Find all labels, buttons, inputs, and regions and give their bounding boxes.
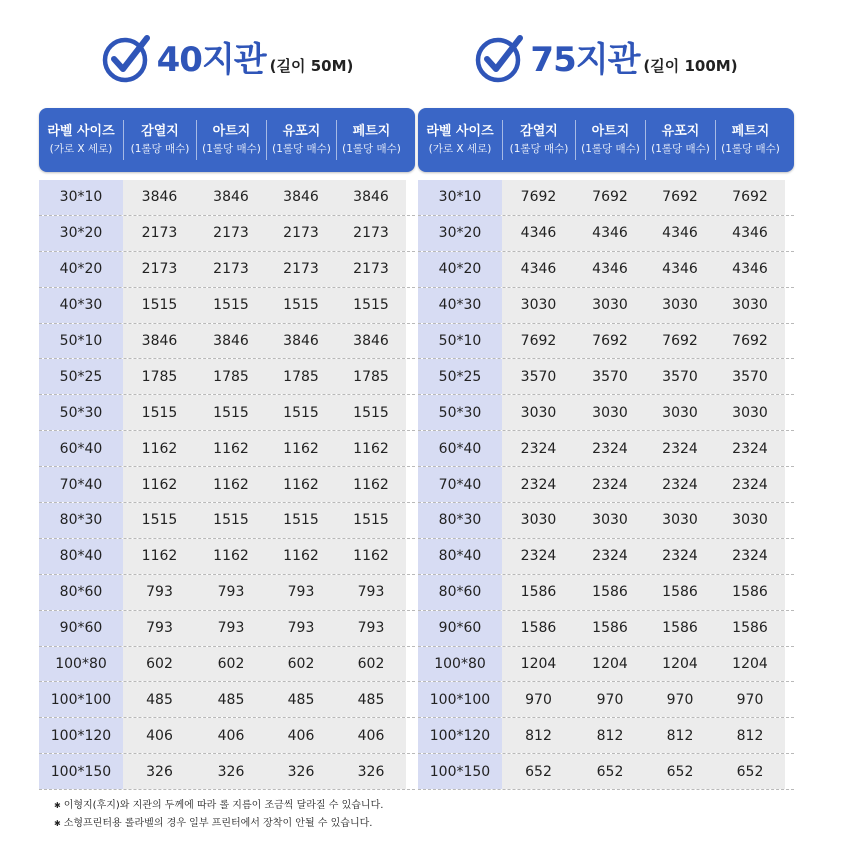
column-header-title: 페트지	[352, 124, 391, 139]
table-row	[39, 647, 415, 683]
sheet-count-cell: 4346	[575, 216, 645, 251]
sheet-count-cell: 793	[266, 611, 336, 646]
label-size-cell: 30*10	[39, 180, 123, 215]
sheet-count-cell: 1162	[336, 467, 406, 502]
column-header-title: 유포지	[282, 124, 321, 139]
sheet-count-cell: 1515	[123, 288, 196, 323]
sheet-count-cell: 2324	[575, 467, 645, 502]
sheet-count-cell: 2324	[575, 539, 645, 574]
sheet-count-cell: 3846	[196, 180, 266, 215]
panel-title	[418, 0, 794, 108]
sheet-count-cell: 2324	[715, 539, 785, 574]
check-circle-icon	[474, 32, 526, 84]
label-size-cell: 90*60	[418, 611, 502, 646]
sheet-count-cell: 1586	[502, 611, 575, 646]
table-row	[39, 539, 415, 575]
column-header-subtitle: (1롤당 매수)	[130, 143, 190, 155]
sheet-count-cell: 2324	[715, 431, 785, 466]
sheet-count-cell: 970	[575, 682, 645, 717]
label-size-cell: 60*40	[418, 431, 502, 466]
sheet-count-cell: 3030	[502, 503, 575, 538]
sheet-count-cell: 7692	[575, 324, 645, 359]
sheet-count-cell: 406	[266, 718, 336, 753]
sheet-count-cell: 812	[715, 718, 785, 753]
sheet-count-cell: 793	[196, 611, 266, 646]
sheet-count-cell: 2324	[645, 467, 715, 502]
table-row	[418, 539, 794, 575]
sheet-count-cell: 1586	[715, 611, 785, 646]
column-header-subtitle: (1롤당 매수)	[342, 143, 401, 155]
sheet-count-cell: 1785	[336, 359, 406, 394]
sheet-count-cell: 7692	[645, 180, 715, 215]
table-row	[39, 288, 415, 324]
sheet-count-cell: 3030	[575, 503, 645, 538]
table-row	[39, 754, 415, 790]
panel-40	[39, 0, 415, 790]
sheet-count-cell: 970	[502, 682, 575, 717]
label-size-cell: 50*25	[39, 359, 123, 394]
sheet-count-cell: 2324	[502, 431, 575, 466]
sheet-count-cell: 3846	[266, 324, 336, 359]
sheet-count-cell: 812	[575, 718, 645, 753]
table-row	[418, 252, 794, 288]
table-row	[39, 467, 415, 503]
sheet-count-cell: 1515	[196, 288, 266, 323]
sheet-count-cell: 1162	[266, 431, 336, 466]
label-size-cell: 80*40	[39, 539, 123, 574]
column-header-title: 페트지	[731, 124, 770, 139]
column-header	[418, 120, 502, 160]
sheet-count-cell: 1515	[196, 503, 266, 538]
column-header-title: 라벨 사이즈	[426, 124, 494, 139]
sheet-count-cell: 3846	[123, 324, 196, 359]
sheet-count-cell: 1162	[336, 431, 406, 466]
sheet-count-cell: 485	[266, 682, 336, 717]
table-header	[39, 108, 415, 172]
sheet-count-cell: 652	[502, 754, 575, 789]
column-header-subtitle: (1롤당 매수)	[581, 143, 640, 155]
sheet-count-cell: 1586	[715, 575, 785, 610]
table-row	[418, 395, 794, 431]
panel-75	[418, 0, 794, 790]
label-size-cell: 100*150	[418, 754, 502, 789]
label-size-cell: 100*120	[39, 718, 123, 753]
sheet-count-cell: 3030	[645, 503, 715, 538]
sheet-count-cell: 1204	[502, 647, 575, 682]
sheet-count-cell: 793	[196, 575, 266, 610]
table-row	[418, 324, 794, 360]
sheet-count-cell: 4346	[645, 252, 715, 287]
table-row	[39, 252, 415, 288]
sheet-count-cell: 3570	[575, 359, 645, 394]
sheet-count-cell: 1515	[123, 503, 196, 538]
title-main: 40지관	[156, 40, 266, 80]
label-size-cell: 80*30	[39, 503, 123, 538]
label-size-cell: 70*40	[39, 467, 123, 502]
label-size-cell: 30*10	[418, 180, 502, 215]
sheet-count-cell: 2324	[715, 467, 785, 502]
sheet-count-cell: 7692	[575, 180, 645, 215]
sheet-count-cell: 793	[266, 575, 336, 610]
table-row	[418, 431, 794, 467]
sheet-count-cell: 4346	[502, 216, 575, 251]
sheet-count-cell: 1204	[715, 647, 785, 682]
table-row	[39, 395, 415, 431]
sheet-count-cell: 4346	[715, 216, 785, 251]
footnote-text: 소형프린터용 롤라벨의 경우 일부 프린터에서 장착이 안될 수 있습니다.	[63, 818, 373, 829]
sheet-count-cell: 602	[336, 647, 406, 682]
column-header	[123, 120, 196, 160]
sheet-count-cell: 1785	[196, 359, 266, 394]
label-size-cell: 40*20	[418, 252, 502, 287]
label-size-cell: 40*20	[39, 252, 123, 287]
sheet-count-cell: 1204	[645, 647, 715, 682]
sheet-count-cell: 3030	[575, 395, 645, 430]
label-size-cell: 80*30	[418, 503, 502, 538]
column-header	[266, 120, 336, 160]
table-row	[39, 324, 415, 360]
column-header	[336, 120, 406, 160]
table-row	[39, 575, 415, 611]
label-size-cell: 80*60	[418, 575, 502, 610]
sheet-count-cell: 2324	[645, 539, 715, 574]
column-header-subtitle: (1롤당 매수)	[202, 143, 261, 155]
sheet-count-cell: 602	[123, 647, 196, 682]
sheet-count-cell: 970	[715, 682, 785, 717]
column-header	[715, 120, 785, 160]
title-sub: (길이 100M)	[643, 57, 738, 75]
sheet-count-cell: 1204	[575, 647, 645, 682]
label-size-cell: 100*120	[418, 718, 502, 753]
label-size-cell: 100*100	[418, 682, 502, 717]
table-row	[39, 611, 415, 647]
footnote-text: 이형지(후지)와 지관의 두께에 따라 롤 지름이 조금씩 달라질 수 있습니다.	[63, 800, 384, 811]
sheet-count-cell: 1162	[196, 467, 266, 502]
sheet-count-cell: 3846	[336, 324, 406, 359]
column-header	[575, 120, 645, 160]
sheet-count-cell: 2173	[336, 252, 406, 287]
column-header	[39, 120, 123, 160]
sheet-count-cell: 2324	[502, 539, 575, 574]
sheet-count-cell: 652	[715, 754, 785, 789]
table-row	[418, 216, 794, 252]
sheet-count-cell: 2173	[266, 216, 336, 251]
sheet-count-cell: 1162	[266, 539, 336, 574]
sheet-count-cell: 2173	[196, 216, 266, 251]
label-size-cell: 80*60	[39, 575, 123, 610]
sheet-count-cell: 3846	[336, 180, 406, 215]
sheet-count-cell: 2173	[266, 252, 336, 287]
label-size-cell: 50*10	[418, 324, 502, 359]
sheet-count-cell: 326	[266, 754, 336, 789]
sheet-count-cell: 793	[336, 575, 406, 610]
table-row	[418, 503, 794, 539]
label-size-cell: 30*20	[39, 216, 123, 251]
sheet-count-cell: 652	[575, 754, 645, 789]
sheet-count-cell: 7692	[645, 324, 715, 359]
sheet-count-cell: 1515	[266, 288, 336, 323]
table-row	[418, 288, 794, 324]
table-row	[418, 359, 794, 395]
sheet-count-cell: 1515	[336, 288, 406, 323]
sheet-count-cell: 7692	[502, 180, 575, 215]
sheet-count-cell: 406	[123, 718, 196, 753]
sheet-count-cell: 326	[196, 754, 266, 789]
sheet-count-cell: 4346	[502, 252, 575, 287]
table-row	[39, 431, 415, 467]
table-row	[39, 216, 415, 252]
column-header-subtitle: (가로 X 세로)	[428, 143, 492, 155]
sheet-count-cell: 3030	[645, 395, 715, 430]
label-size-cell: 40*30	[39, 288, 123, 323]
footnote	[54, 815, 383, 833]
label-size-cell: 100*80	[39, 647, 123, 682]
sheet-count-cell: 326	[336, 754, 406, 789]
sheet-count-cell: 1162	[336, 539, 406, 574]
sheet-count-cell: 3570	[502, 359, 575, 394]
sheet-count-cell: 3030	[715, 503, 785, 538]
panel-title	[39, 0, 415, 108]
column-header-title: 라벨 사이즈	[47, 124, 115, 139]
sheet-count-cell: 602	[196, 647, 266, 682]
sheet-count-cell: 1515	[266, 503, 336, 538]
sheet-count-cell: 1586	[575, 575, 645, 610]
label-size-cell: 30*20	[418, 216, 502, 251]
column-header-title: 아트지	[591, 124, 630, 139]
sheet-count-cell: 3846	[123, 180, 196, 215]
sheet-count-cell: 4346	[715, 252, 785, 287]
footnote	[54, 797, 383, 815]
sheet-count-cell: 1162	[196, 539, 266, 574]
footnotes	[54, 797, 383, 833]
sheet-count-cell: 7692	[502, 324, 575, 359]
sheet-count-cell: 485	[123, 682, 196, 717]
table-row	[418, 467, 794, 503]
column-header-subtitle: (가로 X 세로)	[49, 143, 113, 155]
sheet-count-cell: 2324	[575, 431, 645, 466]
sheet-count-cell: 2173	[196, 252, 266, 287]
sheet-count-cell: 4346	[575, 252, 645, 287]
sheet-count-cell: 2173	[336, 216, 406, 251]
label-size-cell: 50*30	[418, 395, 502, 430]
label-size-cell: 60*40	[39, 431, 123, 466]
sheet-count-cell: 3846	[266, 180, 336, 215]
table-row	[39, 180, 415, 216]
label-size-cell: 100*150	[39, 754, 123, 789]
table-row	[39, 503, 415, 539]
column-header-title: 유포지	[661, 124, 700, 139]
sheet-count-cell: 7692	[715, 180, 785, 215]
table-row	[418, 611, 794, 647]
table-row	[418, 180, 794, 216]
label-size-cell: 50*30	[39, 395, 123, 430]
table-row	[39, 359, 415, 395]
sheet-count-cell: 3030	[575, 288, 645, 323]
sheet-count-cell: 1586	[575, 611, 645, 646]
label-size-cell: 40*30	[418, 288, 502, 323]
table-body	[418, 180, 794, 790]
sheet-count-cell: 485	[336, 682, 406, 717]
sheet-count-cell: 1162	[123, 467, 196, 502]
sheet-count-cell: 3030	[502, 395, 575, 430]
table-row	[418, 754, 794, 790]
table-row	[418, 647, 794, 683]
sheet-count-cell: 3846	[196, 324, 266, 359]
sheet-count-cell: 3030	[502, 288, 575, 323]
table-row	[418, 682, 794, 718]
column-header	[645, 120, 715, 160]
sheet-count-cell: 1515	[266, 395, 336, 430]
sheet-count-cell: 3030	[645, 288, 715, 323]
sheet-count-cell: 2173	[123, 252, 196, 287]
sheet-count-cell: 485	[196, 682, 266, 717]
sheet-count-cell: 652	[645, 754, 715, 789]
asterisk-icon: ✱	[54, 801, 61, 810]
label-size-cell: 70*40	[418, 467, 502, 502]
sheet-count-cell: 1515	[336, 503, 406, 538]
column-header-subtitle: (1롤당 매수)	[721, 143, 780, 155]
label-size-cell: 50*25	[418, 359, 502, 394]
table-row	[39, 682, 415, 718]
title-sub: (길이 50M)	[269, 57, 354, 75]
sheet-count-cell: 812	[645, 718, 715, 753]
column-header-title: 감열지	[141, 124, 179, 139]
label-size-cell: 100*100	[39, 682, 123, 717]
sheet-count-cell: 3570	[715, 359, 785, 394]
sheet-count-cell: 793	[123, 611, 196, 646]
column-header-subtitle: (1롤당 매수)	[651, 143, 710, 155]
sheet-count-cell: 7692	[715, 324, 785, 359]
column-header-subtitle: (1롤당 매수)	[272, 143, 331, 155]
sheet-count-cell: 3030	[715, 288, 785, 323]
sheet-count-cell: 1785	[266, 359, 336, 394]
check-circle-icon	[101, 32, 153, 84]
sheet-count-cell: 326	[123, 754, 196, 789]
sheet-count-cell: 970	[645, 682, 715, 717]
column-header-title: 감열지	[520, 124, 558, 139]
label-size-cell: 90*60	[39, 611, 123, 646]
sheet-count-cell: 3570	[645, 359, 715, 394]
sheet-count-cell: 1515	[336, 395, 406, 430]
label-size-cell: 50*10	[39, 324, 123, 359]
sheet-count-cell: 602	[266, 647, 336, 682]
sheet-count-cell: 1785	[123, 359, 196, 394]
asterisk-icon: ✱	[54, 819, 61, 828]
sheet-count-cell: 1586	[645, 575, 715, 610]
sheet-count-cell: 2324	[502, 467, 575, 502]
column-header-subtitle: (1롤당 매수)	[509, 143, 569, 155]
table-row	[418, 575, 794, 611]
sheet-count-cell: 406	[336, 718, 406, 753]
sheet-count-cell: 793	[336, 611, 406, 646]
column-header	[502, 120, 575, 160]
sheet-count-cell: 1162	[123, 539, 196, 574]
sheet-count-cell: 2324	[645, 431, 715, 466]
sheet-count-cell: 1586	[502, 575, 575, 610]
sheet-count-cell: 2173	[123, 216, 196, 251]
title-main: 75지관	[530, 40, 640, 80]
sheet-count-cell: 1162	[266, 467, 336, 502]
table-header	[418, 108, 794, 172]
sheet-count-cell: 4346	[645, 216, 715, 251]
sheet-count-cell: 406	[196, 718, 266, 753]
sheet-count-cell: 1586	[645, 611, 715, 646]
table-row	[418, 718, 794, 754]
column-header	[196, 120, 266, 160]
sheet-count-cell: 793	[123, 575, 196, 610]
column-header-title: 아트지	[212, 124, 251, 139]
sheet-count-cell: 1162	[196, 431, 266, 466]
sheet-count-cell: 1515	[123, 395, 196, 430]
sheet-count-cell: 812	[502, 718, 575, 753]
sheet-count-cell: 1515	[196, 395, 266, 430]
label-size-cell: 100*80	[418, 647, 502, 682]
label-size-cell: 80*40	[418, 539, 502, 574]
sheet-count-cell: 3030	[715, 395, 785, 430]
sheet-count-cell: 1162	[123, 431, 196, 466]
table-body	[39, 180, 415, 790]
table-row	[39, 718, 415, 754]
